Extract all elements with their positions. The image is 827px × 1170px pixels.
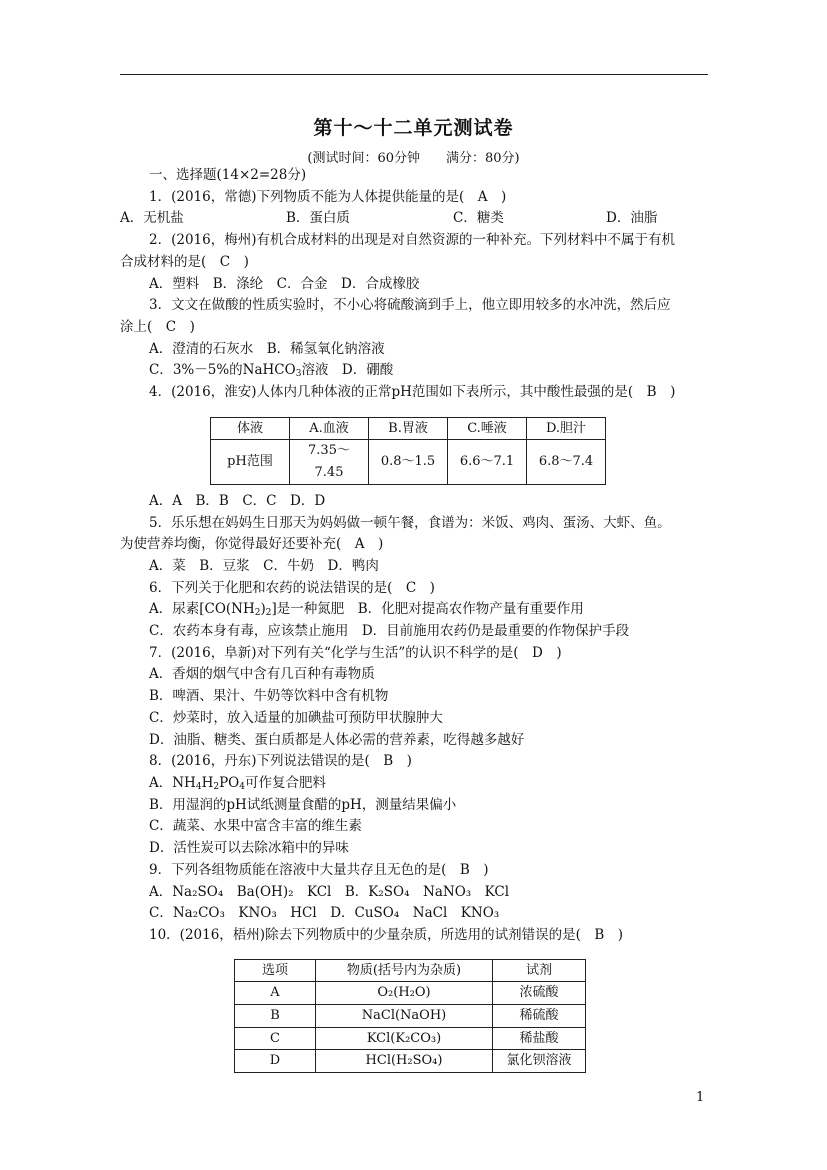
- table-cell: B: [235, 1005, 316, 1028]
- q1-options: [120, 208, 712, 230]
- table-cell: 物质(括号内为杂质): [316, 959, 493, 982]
- q1-option-b: B．蛋白质: [286, 210, 350, 227]
- page-title: 第十～十二单元测试卷: [313, 117, 514, 139]
- q7-option-b: B．啤酒、果汁、牛奶等饮料中含有机物: [149, 688, 389, 705]
- table-row: [235, 982, 586, 1005]
- q1-option-c: C．糖类: [453, 210, 504, 227]
- exam-content: [120, 165, 712, 1073]
- table-cell: 试剂: [493, 959, 586, 982]
- q5-options: A．菜 B．豆浆 C．牛奶 D．鸭肉: [149, 557, 379, 574]
- table-row: [211, 417, 606, 440]
- table-cell: D: [235, 1050, 316, 1073]
- table-cell: 选项: [235, 959, 316, 982]
- q2-stem-1: 2．(2016，梅州)有机合成材料的出现是对自然资源的一种补充。下列材料中不属于有机: [149, 232, 675, 249]
- table-row: [235, 959, 586, 982]
- table-row: [235, 1027, 586, 1050]
- q8-option-d: D．活性炭可以去除冰箱中的异味: [149, 840, 349, 857]
- q6-stem: 6．下列关于化肥和农药的说法错误的是( C ): [149, 579, 435, 596]
- table-cell: O₂(H₂O): [316, 982, 493, 1005]
- table-cell: B.胃液: [369, 417, 448, 440]
- section-heading: 一、选择题(14×2=28分): [149, 167, 307, 183]
- q5-stem-2: 为使营养均衡，你觉得最好还要补充( A ): [120, 536, 384, 553]
- table-cell: A.血液: [290, 417, 369, 440]
- q9-options-cd: C．Na₂CO₃ KNO₃ HCl D．CuSO₄ NaCl KNO₃: [149, 905, 500, 922]
- ph-table: [210, 417, 606, 485]
- q3-options-ab: A．澄清的石灰水 B．稀氢氧化钠溶液: [149, 340, 385, 357]
- table-cell: 稀盐酸: [493, 1027, 586, 1050]
- table-cell: 0.8～1.5: [369, 440, 448, 484]
- q1-option-a: A．无机盐: [120, 210, 184, 227]
- q9-options-ab: A．Na₂SO₄ Ba(OH)₂ KCl B．K₂SO₄ NaNO₃ KCl: [149, 883, 510, 900]
- table-cell: NaCl(NaOH): [316, 1005, 493, 1028]
- q3-options-cd: C．3%－5%的NaHCO$_3$溶液 D．硼酸: [149, 362, 394, 380]
- table-cell: 稀硫酸: [493, 1005, 586, 1028]
- table-cell: pH范围: [211, 440, 290, 484]
- q6-options-cd: C．农药本身有毒，应该禁止施用 D．目前施用农药仍是最重要的作物保护手段: [149, 623, 630, 640]
- q6-options-ab: A．尿素$[CO(NH_2)_2]$是一种氮肥 B．化肥对提高农作物产量有重要作用: [149, 601, 584, 619]
- page-number: 1: [696, 1090, 705, 1105]
- q8-option-a: A．$NH_4H_2PO_4$可作复合肥料: [149, 774, 326, 792]
- q1-option-d: D．油脂: [606, 210, 658, 227]
- table-row: [235, 1050, 586, 1073]
- header-rule: [120, 74, 708, 75]
- q8-option-c: C．蔬菜、水果中富含丰富的维生素: [149, 818, 362, 835]
- table-cell: C.唾液: [448, 417, 527, 440]
- table-cell: 浓硫酸: [493, 982, 586, 1005]
- table-cell: 7.35～7.45: [290, 440, 369, 484]
- table-cell: 6.8～7.4: [527, 440, 606, 484]
- table-cell: 体液: [211, 417, 290, 440]
- page-subtitle: (测试时间：60分钟 满分：80分): [307, 151, 520, 166]
- q7-option-d: D．油脂、糖类、蛋白质都是人体必需的营养素，吃得越多越好: [149, 731, 525, 748]
- q3-stem-2: 涂上( C ): [120, 318, 195, 335]
- table-cell: KCl(K₂CO₃): [316, 1027, 493, 1050]
- q8-option-b: B．用湿润的pH试纸测量食醋的pH，测量结果偏小: [149, 796, 457, 813]
- q3-stem-1: 3．文文在做酸的性质实验时，不小心将硫酸滴到手上，他立即用较多的水冲洗，然后应: [149, 297, 671, 314]
- q9-stem: 9．下列各组物质能在溶液中大量共存且无色的是( B ): [149, 861, 489, 878]
- table-cell: HCl(H₂SO₄): [316, 1050, 493, 1073]
- q1-stem: 1．(2016，常德)下列物质不能为人体提供能量的是( A ): [149, 188, 507, 205]
- q4-stem: 4．(2016，淮安)人体内几种体液的正常pH范围如下表所示，其中酸性最强的是( B ): [149, 384, 676, 401]
- q4-options: A．A B．B C．C D．D: [149, 492, 326, 509]
- table-cell: D.胆汁: [527, 417, 606, 440]
- q7-option-a: A．香烟的烟气中含有几百种有毒物质: [149, 666, 375, 683]
- table-row: [211, 440, 606, 484]
- q7-option-c: C．炒菜时，放入适量的加碘盐可预防甲状腺肿大: [149, 709, 443, 726]
- table-cell: 6.6～7.1: [448, 440, 527, 484]
- q2-options: A．塑料 B．涤纶 C．合金 D．合成橡胶: [149, 275, 420, 292]
- q10-stem: 10．(2016，梧州)除去下列物质中的少量杂质，所选用的试剂错误的是( B ): [149, 926, 624, 943]
- q8-stem: 8．(2016，丹东)下列说法错误的是( B ): [149, 753, 412, 770]
- q7-stem: 7．(2016，阜新)对下列有关“化学与生活”的认识不科学的是( D ): [149, 644, 562, 661]
- table-row: [235, 1005, 586, 1028]
- table-cell: 氯化钡溶液: [493, 1050, 586, 1073]
- q5-stem-1: 5．乐乐想在妈妈生日那天为妈妈做一顿午餐，食谱为：米饭、鸡肉、蛋汤、大虾、鱼。: [149, 514, 671, 531]
- table-cell: A: [235, 982, 316, 1005]
- table-cell: C: [235, 1027, 316, 1050]
- reagent-table: [234, 959, 586, 1074]
- q2-stem-2: 合成材料的是( C ): [120, 253, 249, 270]
